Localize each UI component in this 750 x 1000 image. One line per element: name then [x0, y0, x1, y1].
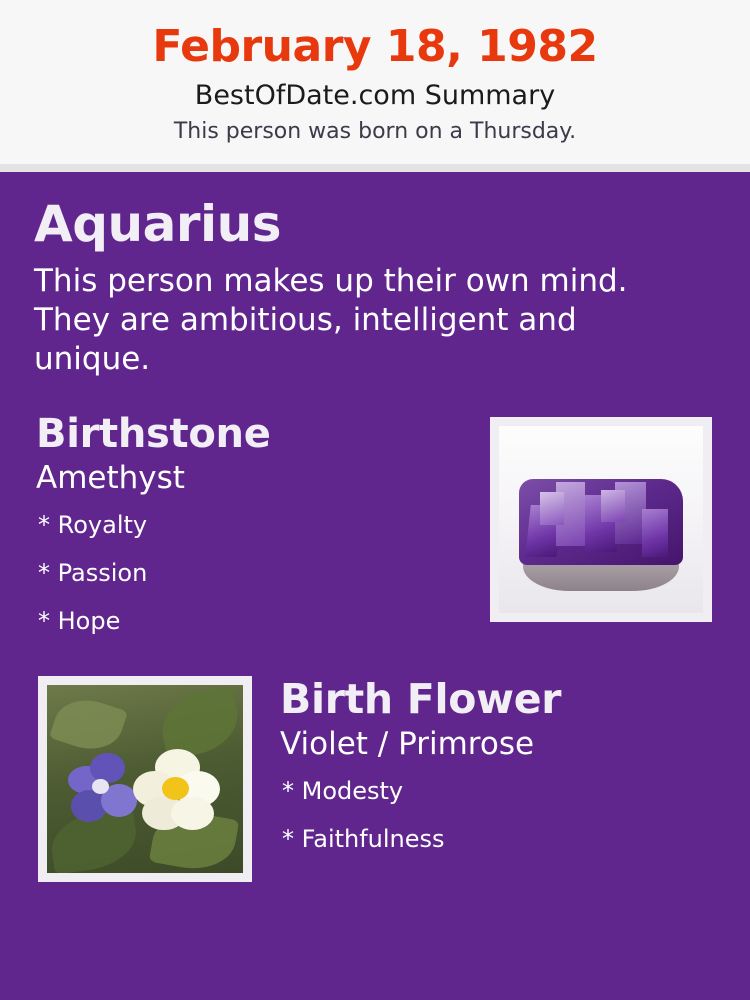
flower-photo-frame	[38, 676, 252, 882]
zodiac-sign-name: Aquarius	[34, 194, 281, 253]
born-day-text: This person was born on a Thursday.	[173, 119, 577, 145]
birthstone-text	[32, 413, 271, 654]
header	[0, 0, 750, 164]
primrose-flower-shape	[133, 749, 223, 832]
header-divider	[0, 164, 750, 172]
birth-flower-text	[252, 676, 561, 872]
birthstone-name: Amethyst	[36, 460, 185, 497]
amethyst-crystal-photo	[499, 426, 703, 613]
birthstone-trait-3: * Hope	[38, 606, 121, 635]
birthstone-section	[32, 413, 718, 654]
site-summary-label: BestOfDate.com Summary	[194, 80, 556, 112]
birth-flower-name: Violet / Primrose	[280, 726, 535, 763]
violet-petal	[90, 753, 124, 783]
leaf-shape	[49, 691, 127, 758]
crystal-facet	[601, 490, 625, 522]
violet-primrose-photo	[47, 685, 243, 873]
violet-center	[92, 779, 109, 795]
birth-flower-title: Birth Flower	[280, 675, 562, 724]
birthstone-trait-2: * Passion	[38, 558, 148, 587]
birthstone-trait-1: * Royalty	[38, 510, 148, 539]
primrose-petal	[171, 797, 214, 830]
zodiac-description: This person makes up their own mind. They are ambitious, intelligent and unique.	[34, 263, 628, 378]
details-panel	[0, 172, 750, 1000]
crystal-facet	[642, 509, 669, 558]
birth-flower-trait-1: * Modesty	[282, 776, 404, 805]
birth-flower-trait-2: * Faithfulness	[282, 824, 445, 853]
amethyst-photo-frame	[490, 417, 712, 622]
page-title: February 18, 1982	[152, 21, 598, 72]
crystal-facet	[540, 492, 564, 526]
birth-flower-section	[32, 676, 718, 882]
birthstone-title: Birthstone	[36, 411, 271, 458]
